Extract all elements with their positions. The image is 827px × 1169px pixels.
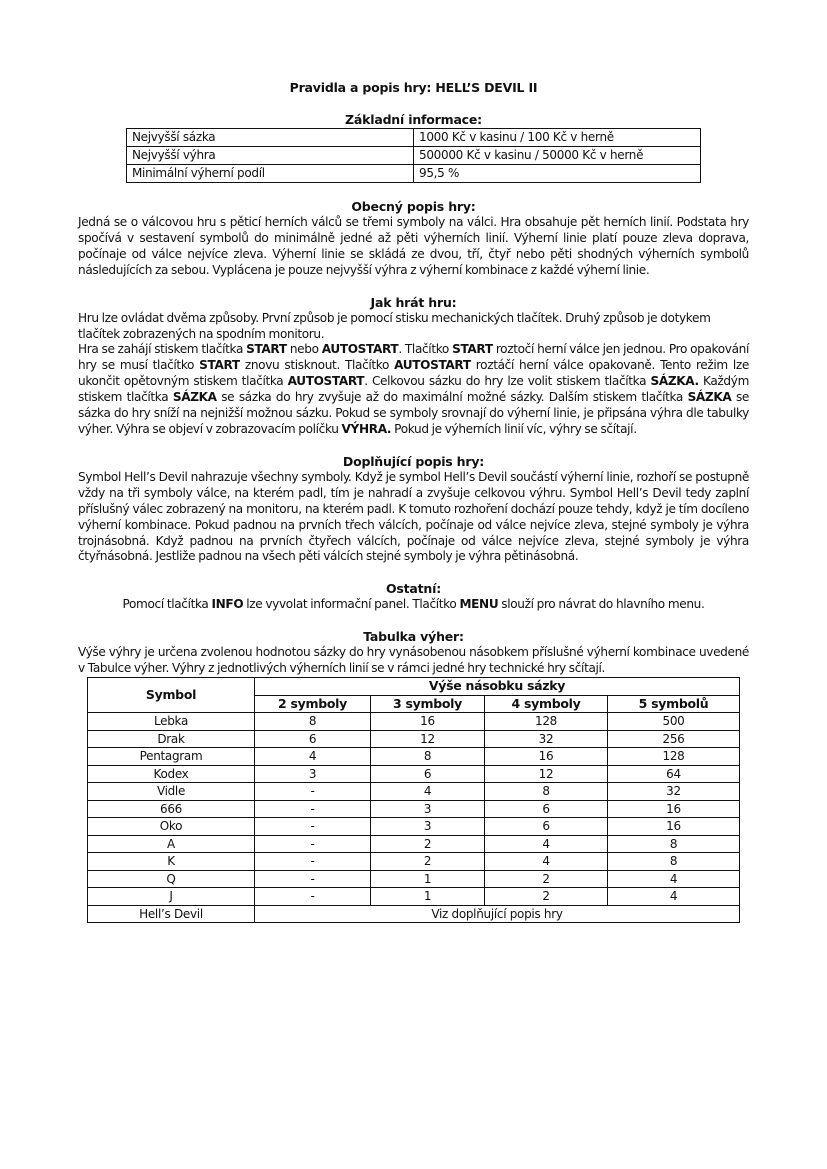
paytable-body xyxy=(88,713,740,923)
value-cell: 16 xyxy=(371,713,485,731)
table-row xyxy=(88,765,740,783)
autostart-button-ref: AUTOSTART xyxy=(287,374,365,389)
info-value: 95,5 % xyxy=(414,165,701,183)
value-cell: - xyxy=(255,835,371,853)
text-span: slouží pro návrat do hlavního menu. xyxy=(498,597,705,612)
bet-button-ref: SÁZKA xyxy=(687,390,732,405)
symbol-cell: A xyxy=(88,835,255,853)
value-cell: 32 xyxy=(608,783,740,801)
basic-info-table xyxy=(126,128,701,183)
symbol-cell: Hell’s Devil xyxy=(88,905,255,923)
column-header: 4 symboly xyxy=(485,695,608,713)
symbol-column-header: Symbol xyxy=(88,678,255,713)
value-cell: 12 xyxy=(371,730,485,748)
value-cell: 8 xyxy=(371,748,485,766)
value-cell: 8 xyxy=(485,783,608,801)
value-cell: 4 xyxy=(255,748,371,766)
value-cell: 8 xyxy=(255,713,371,731)
how-to-play-section xyxy=(78,295,749,438)
value-cell: 2 xyxy=(371,835,485,853)
value-cell: 2 xyxy=(485,888,608,906)
value-cell: - xyxy=(255,888,371,906)
value-cell: 16 xyxy=(608,800,740,818)
table-row xyxy=(88,730,740,748)
paytable xyxy=(87,677,740,923)
bet-button-ref: SÁZKA xyxy=(172,390,217,405)
how-to-play-heading: Jak hrát hru: xyxy=(370,294,457,310)
value-cell: 128 xyxy=(608,748,740,766)
value-cell: 4 xyxy=(371,783,485,801)
additional-text: Symbol Hell’s Devil nahrazuje všechny symboly. Když je symbol Hell’s Devil součástí výherní linie, rozhoří se postupně vždy na tři symboly válce, na kterém padl, tím je nahradí a zvyšuje celkovou výhru. Symbol Hell’s Devil tedy zaplní příslušný válec zobrazený na monitoru, na kterém padl. K tomuto rozhoření dochází pouze tehdy, když je tím docíleno výherní kombinace. Pokud padnou na prvních třech válcích, počínaje od válce nejvíce zleva, stejné symboly je výhra trojnásobná. Když padnou na prvních čtyřech válcích, počínaje od válce nejvíce zleva, stejné symboly je výhra čtyřnásobná. Jestliže padnou na všech pěti válcích stejné symboly je výhra pětinásobná. xyxy=(78,469,749,564)
symbol-cell: Kodex xyxy=(88,765,255,783)
value-cell: 64 xyxy=(608,765,740,783)
autostart-button-ref: AUTOSTART xyxy=(394,358,471,373)
document-page xyxy=(78,80,749,923)
symbol-cell: J xyxy=(88,888,255,906)
paytable-section xyxy=(78,629,749,923)
info-value: 500000 Kč v kasinu / 50000 Kč v herně xyxy=(414,147,701,165)
table-row xyxy=(88,783,740,801)
bet-button-ref: SÁZKA. xyxy=(650,374,699,389)
value-cell: 8 xyxy=(608,835,740,853)
general-heading: Obecný popis hry: xyxy=(351,199,476,214)
value-cell: 500 xyxy=(608,713,740,731)
symbol-cell: 666 xyxy=(88,800,255,818)
symbol-cell: Vidle xyxy=(88,783,255,801)
text-span: Pokud je výherních linií víc, výhry se sčítají. xyxy=(391,421,637,436)
value-cell: 2 xyxy=(371,853,485,871)
additional-section xyxy=(78,454,749,565)
value-cell: 1 xyxy=(371,888,485,906)
paytable-intro: Výše výhry je určena zvolenou hodnotou sázky do hry vynásobenou násobkem příslušné výherní kombinace uvedené v Tabulce výher. Výhry z jednotlivých výherních linií se v rámci jedné hry technické hry sčítají. xyxy=(78,645,749,676)
start-button-ref: START xyxy=(246,342,287,357)
text-span: nebo xyxy=(286,342,322,357)
value-cell: 4 xyxy=(485,853,608,871)
paytable-heading: Tabulka výher: xyxy=(363,629,464,645)
text-span: . Tlačítko xyxy=(398,342,453,357)
symbol-cell: Oko xyxy=(88,818,255,836)
table-row xyxy=(88,800,740,818)
text-span: . Celkovou sázku do hry lze volit stiskem tlačítka xyxy=(364,374,651,389)
value-cell: 4 xyxy=(608,870,740,888)
table-row xyxy=(88,870,740,888)
start-button-ref: START xyxy=(452,342,493,357)
text-span: se sázka do hry zvyšuje až do maximální možné sázky. Dalším stiskem tlačítka xyxy=(216,390,688,405)
column-header: 3 symboly xyxy=(371,695,485,713)
value-cell: 6 xyxy=(371,765,485,783)
value-cell: 256 xyxy=(608,730,740,748)
general-section xyxy=(78,199,749,279)
value-cell: - xyxy=(255,870,371,888)
info-label: Nejvyšší sázka xyxy=(127,129,414,147)
value-cell: 32 xyxy=(485,730,608,748)
symbol-cell: Drak xyxy=(88,730,255,748)
multiplier-group-header: Výše násobku sázky xyxy=(255,678,740,696)
general-text: Jedná se o válcovou hru s pěticí herních válců se třemi symboly na válci. Hra obsahuje pět herních linií. Podstata hry spočívá v sestavení symbolů do minimálně jedné až pěti výherních linií. Výherní linie platí pouze zleva doprava, počínaje od válce nejvíce zleva. Výherní linie se skládá ze dvou, tří, čtyř nebo pěti shodných výherních symbolů následujících za sebou. Vyplácena je pouze nejvyšší výhra z výherní kombinace z každé výherní linie. xyxy=(78,215,749,277)
text-span: lze vyvolat informační panel. Tlačítko xyxy=(243,597,460,612)
value-cell: - xyxy=(255,818,371,836)
value-cell: 4 xyxy=(608,888,740,906)
text-span: Hra se zahájí stiskem tlačítka xyxy=(78,342,247,357)
value-cell: 3 xyxy=(371,800,485,818)
start-button-ref: START xyxy=(199,358,240,373)
how-to-play-text-2 xyxy=(78,342,749,437)
column-header: 5 symbolů xyxy=(608,695,740,713)
value-cell: 6 xyxy=(485,800,608,818)
other-text xyxy=(78,597,749,613)
additional-heading: Doplňující popis hry: xyxy=(342,453,485,469)
table-row xyxy=(88,818,740,836)
column-header: 2 symboly xyxy=(255,695,371,713)
special-note-cell: Viz doplňující popis hry xyxy=(255,905,740,923)
value-cell: 6 xyxy=(485,818,608,836)
value-cell: 16 xyxy=(485,748,608,766)
document-title: Pravidla a popis hry: HELL’S DEVIL II xyxy=(289,80,538,95)
menu-button-ref: MENU xyxy=(459,597,499,612)
value-cell: 1 xyxy=(371,870,485,888)
win-field-ref: VÝHRA. xyxy=(341,421,392,436)
symbol-cell: K xyxy=(88,853,255,871)
table-row xyxy=(88,835,740,853)
info-label: Nejvyšší výhra xyxy=(127,147,414,165)
table-row xyxy=(88,748,740,766)
value-cell: 128 xyxy=(485,713,608,731)
value-cell: 4 xyxy=(485,835,608,853)
value-cell: 3 xyxy=(371,818,485,836)
value-cell: 12 xyxy=(485,765,608,783)
table-row xyxy=(127,129,701,147)
basic-info-section xyxy=(78,112,749,183)
info-button-ref: INFO xyxy=(211,597,244,612)
info-label: Minimální výherní podíl xyxy=(127,165,414,183)
value-cell: 16 xyxy=(608,818,740,836)
info-value: 1000 Kč v kasinu / 100 Kč v herně xyxy=(414,129,701,147)
how-to-play-text-1: Hru lze ovládat dvěma způsoby. První způsob je pomocí stisku mechanických tlačítek. Druhý způsob je dotykem tlačítek zobrazených na spodním monitoru. xyxy=(78,310,711,341)
table-row xyxy=(127,165,701,183)
value-cell: 3 xyxy=(255,765,371,783)
text-span: Pomocí tlačítka xyxy=(122,597,212,612)
other-section xyxy=(78,581,749,613)
text-span: roztočí herní válce jen jednou. Pro opakování hry se musí tlačítko xyxy=(78,342,749,373)
table-row xyxy=(88,888,740,906)
table-row xyxy=(88,713,740,731)
table-header-row xyxy=(88,678,740,696)
value-cell: 8 xyxy=(608,853,740,871)
basic-info-heading: Základní informace: xyxy=(345,112,482,127)
symbol-cell: Q xyxy=(88,870,255,888)
other-heading: Ostatní: xyxy=(385,581,442,597)
value-cell: - xyxy=(255,800,371,818)
symbol-cell: Lebka xyxy=(88,713,255,731)
text-span: roztáčí herní válce opakovaně. Tento režim lze ukončit opětovným stiskem tlačítka xyxy=(78,358,749,389)
value-cell: - xyxy=(255,853,371,871)
table-row-special xyxy=(88,905,740,923)
value-cell: - xyxy=(255,783,371,801)
value-cell: 6 xyxy=(255,730,371,748)
text-span: se sázka do hry sníží na nejnižší možnou sázku. Pokud se symboly srovnají do výherní linie, je připsána výhra dle tabulky výher. Výhra se objeví v zobrazovacím políčku xyxy=(78,390,749,436)
table-row xyxy=(88,853,740,871)
table-row xyxy=(127,147,701,165)
text-span: znovu stisknout. Tlačítko xyxy=(239,358,395,373)
text-span: Každým stiskem tlačítka xyxy=(78,374,749,405)
autostart-button-ref: AUTOSTART xyxy=(321,342,399,357)
value-cell: 2 xyxy=(485,870,608,888)
symbol-cell: Pentagram xyxy=(88,748,255,766)
